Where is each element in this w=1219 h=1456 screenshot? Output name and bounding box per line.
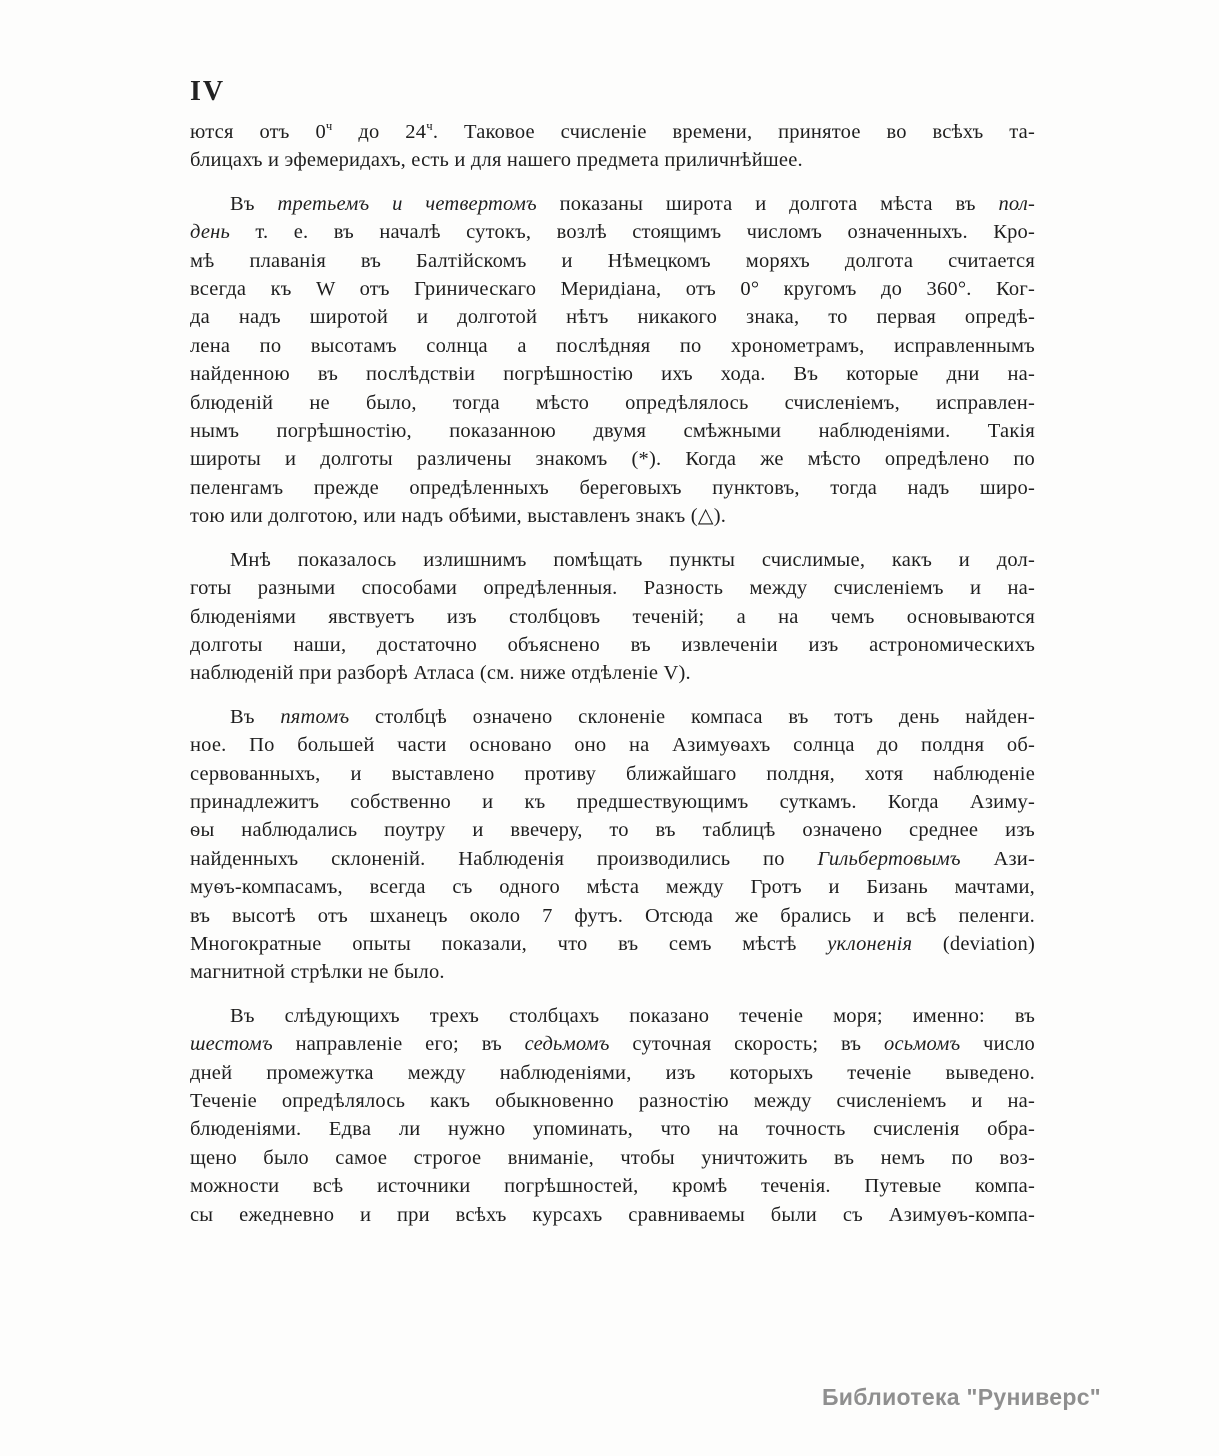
text-line: наблюденій при разборѣ Атласа (см. ниже отдѣленіе V). bbox=[190, 662, 691, 685]
paragraph bbox=[190, 1002, 1035, 1229]
text-line: въ высотѣ отъ шханецъ около 7 футъ. Отсюда же брались и всѣ пеленги. bbox=[190, 904, 1035, 927]
text-line: принадлежитъ собственно и къ предшествующимъ суткамъ. Когда Азиму- bbox=[190, 790, 1035, 813]
text-line: блюденіями. Едва ли нужно упоминать, что на точность счисленія обра- bbox=[190, 1118, 1035, 1141]
text-line: ются отъ $0^ч$ до $24^ч$. Таковое счисленіе времени, принятое во всѣхъ та- bbox=[190, 119, 1035, 143]
text-line: блюденій не было, тогда мѣсто опредѣлялось счисленіемъ, исправлен- bbox=[190, 391, 1035, 414]
paragraph bbox=[190, 703, 1035, 987]
text-line: сервованныхъ, и выставлено противу ближайшаго полдня, хотя наблюденіе bbox=[190, 762, 1035, 785]
text-line: шестомъ направленіе его; въ седьмомъ суточная скорость; въ осьмомъ число bbox=[190, 1033, 1035, 1056]
text-line: Въ слѣдующихъ трехъ столбцахъ показано теченіе моря; именно: въ bbox=[230, 1004, 1035, 1027]
text-line: тою или долготою, или надъ обѣими, выставленъ знакъ (△). bbox=[190, 505, 727, 528]
text-block bbox=[190, 118, 1035, 1244]
text-line: Мнѣ показалось излишнимъ помѣщать пункты счислимые, какъ и дол- bbox=[230, 548, 1035, 571]
text-line: готы разными способами опредѣленныя. Разность между счисленіемъ и на- bbox=[190, 577, 1035, 600]
page-number: IV bbox=[190, 76, 226, 107]
text-line: ѳы наблюдались поутру и ввечеру, то въ таблицѣ означено среднее изъ bbox=[190, 819, 1035, 842]
text-line: найденною въ послѣдствіи погрѣшностію ихъ хода. Въ которые дни на- bbox=[190, 363, 1035, 386]
text-line: можности всѣ источники погрѣшностей, кромѣ теченія. Путевые компа- bbox=[190, 1175, 1035, 1198]
text-line: дней промежутка между наблюденіями, изъ которыхъ теченіе выведено. bbox=[190, 1061, 1035, 1084]
text-line: лена по высотамъ солнца а послѣдняя по хронометрамъ, исправленнымъ bbox=[190, 334, 1035, 357]
text-line: щено было самое строгое вниманіе, чтобы уничтожить въ немъ по воз- bbox=[190, 1146, 1035, 1169]
text-line: найденныхъ склоненій. Наблюденія производились по Гильбертовымъ Ази- bbox=[190, 847, 1035, 870]
text-line: да надъ широтой и долготой нѣтъ никакого знака, то первая опредѣ- bbox=[190, 306, 1035, 329]
text-line: день т. е. въ началѣ сутокъ, возлѣ стоящимъ числомъ означенныхъ. Кро- bbox=[190, 221, 1035, 244]
text-line: всегда къ W отъ Гриническаго Меридіана, отъ 0° кругомъ до 360°. Ког- bbox=[190, 278, 1035, 301]
text-line: блицахъ и эфемеридахъ, есть и для нашего предмета приличнѣйшее. bbox=[190, 149, 803, 172]
paragraph bbox=[190, 190, 1035, 531]
text-line: ное. По большей части основано оно на Азимуѳахъ солнца до полдня об- bbox=[190, 734, 1035, 757]
text-line: Въ пятомъ столбцѣ означено склоненіе компаса въ тотъ день найден- bbox=[230, 705, 1035, 728]
text-line: Въ третьемъ и четвертомъ показаны широта и долгота мѣста въ пол- bbox=[230, 192, 1036, 215]
text-line: муѳъ-компасамъ, всегда съ одного мѣста между Гротъ и Бизань мачтами, bbox=[190, 876, 1035, 899]
text-line: сы ежедневно и при всѣхъ курсахъ сравниваемы были съ Азимуѳъ-компа- bbox=[190, 1203, 1035, 1226]
text-line: долготы наши, достаточно объяснено въ извлеченіи изъ астрономическихъ bbox=[190, 633, 1035, 656]
library-watermark: Библиотека "Руниверс" bbox=[821, 1384, 1101, 1410]
text-line: широты и долготы различены знакомъ (*). Когда же мѣсто опредѣлено по bbox=[190, 448, 1035, 471]
text-line: нымъ погрѣшностію, показанною двумя смѣжными наблюденіями. Такія bbox=[190, 420, 1035, 443]
text-line: блюденіями явствуетъ изъ столбцовъ теченій; а на чемъ основываются bbox=[190, 605, 1035, 628]
text-line: Многократные опыты показали, что въ семъ мѣстѣ уклоненія (deviation) bbox=[190, 932, 1035, 955]
text-line: Теченіе опредѣлялось какъ обыкновенно разностію между счисленіемъ и на- bbox=[190, 1090, 1035, 1112]
paragraph bbox=[190, 118, 1035, 175]
text-line: магнитной стрѣлки не было. bbox=[190, 961, 445, 984]
paragraph bbox=[190, 546, 1035, 688]
text-line: мѣ плаванія въ Балтійскомъ и Нѣмецкомъ моряхъ долгота считается bbox=[190, 249, 1035, 272]
text-line: пеленгамъ прежде опредѣленныхъ береговыхъ пунктовъ, тогда надъ широ- bbox=[190, 476, 1035, 499]
